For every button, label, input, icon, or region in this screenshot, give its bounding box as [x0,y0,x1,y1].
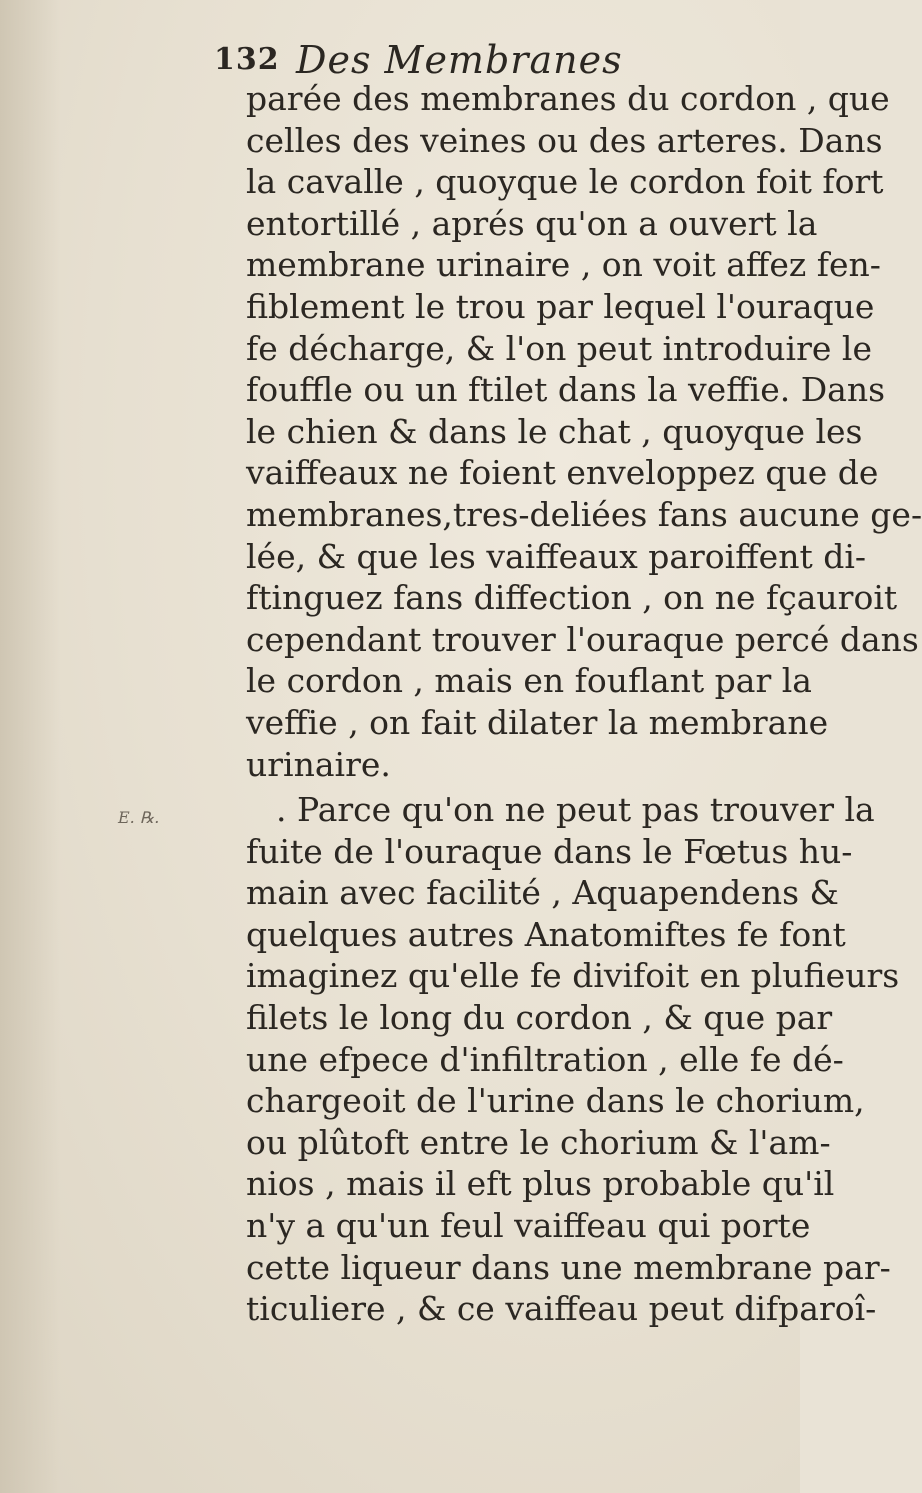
text-line: veffie , on fait dilater la membrane [246,702,829,742]
text-line: n'y a qu'un feul vaiffeau qui porte [246,1206,811,1246]
text-line: entortillé , aprés qu'on a ouvert la [246,203,818,243]
text-line: ticuliere , & ce vaiffeau peut difparoî- [246,1289,877,1329]
text-line: nios , mais il eft plus probable qu'il [246,1164,835,1204]
text-line: chargeoit de l'urine dans le chorium, [246,1081,865,1121]
text-line: main avec facilité , Aquapendens & [246,873,839,913]
text-line: ou plûtoft entre le chorium & l'am- [246,1122,831,1162]
text-line: vaiffeaux ne foient enveloppez que de [246,453,879,493]
text-line: fouffle ou un ftilet dans la veffie. Dans [246,370,886,410]
text-line: fuite de l'ouraque dans le Fœtus hu- [246,831,853,871]
text-line: le chien & dans le chat , quoyque les [246,411,863,451]
text-line: fe décharge, & l'on peut introduire le [246,328,872,368]
running-title: Des Membranes [296,38,623,82]
page-number: 132 [214,42,280,77]
text-line: cette liqueur dans une membrane par- [246,1247,891,1287]
text-line: le cordon , mais en fouflant par la [246,661,812,701]
text-line: fiblement le trou par lequel l'ouraque [246,286,875,326]
text-line: lée, & que les vaiffeaux paroiffent di- [246,536,867,576]
text-line: ftinguez fans diffection , on ne fçauroit [246,578,898,618]
text-line: membrane urinaire , on voit affez fen- [246,245,881,285]
text-line: celles des veines ou des arteres. Dans [246,120,883,160]
text-line: parée des membranes du cordon , que [246,79,890,118]
text-line: urinaire. [246,744,391,784]
text-line: filets le long du cordon , & que par [246,998,833,1038]
text-line: une efpece d'infiltration , elle fe dé- [246,1039,844,1079]
margin-annotation: E. ℞. [118,808,160,827]
gutter-shadow [0,0,60,1493]
text-line: membranes,tres-deliées fans aucune ge- [246,494,922,534]
text-line: la cavalle , quoyque le cordon foit fort [246,162,884,202]
text-line: quelques autres Anatomiftes fe font [246,914,846,954]
body-text [246,78,922,1330]
text-line: cependant trouver l'ouraque percé dans [246,619,919,659]
text-line: . Parce qu'on ne peut pas trouver la [276,790,875,830]
text-line: imaginez qu'elle fe divifoit en plufieurs [246,956,900,996]
